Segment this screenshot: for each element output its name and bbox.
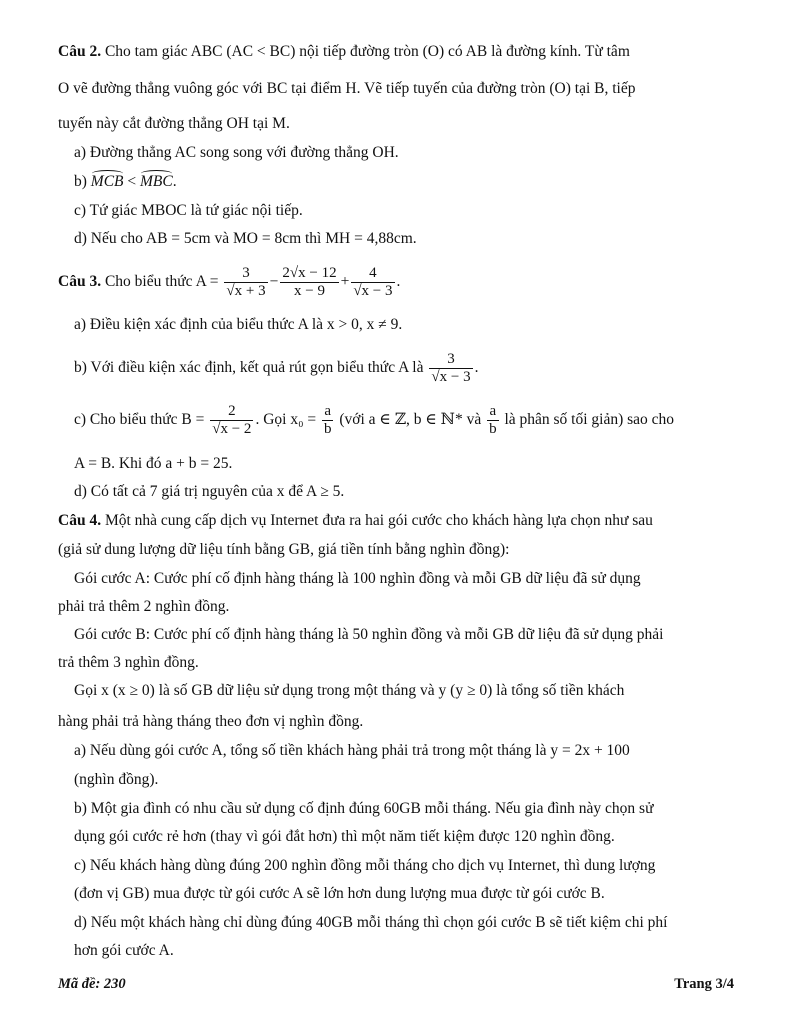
- q4-package-a-1: Gói cước A: Cước phí cố định hàng tháng là 100 nghìn đồng và mỗi GB dữ liệu đã sử dụng: [74, 570, 641, 587]
- q3-b-fraction: $\frac{3}{√x - 3}$: [431, 350, 471, 385]
- q4-option-c-2: (đơn vị GB) mua được từ gói cước A sẽ lớn hơn dung lượng mua được từ gói cước B.: [74, 885, 605, 902]
- q2-line-3: tuyến này cắt đường thẳng OH tại M.: [58, 115, 290, 132]
- q3-minus: −: [269, 273, 279, 290]
- q3-intro: Cho biểu thức A =: [104, 273, 219, 290]
- q2-b-op: <: [127, 173, 137, 190]
- q4-package-a-2: phải trả thêm 2 nghìn đồng.: [58, 598, 230, 615]
- q3-c-text-2: . Gọi x₀ =: [255, 411, 317, 428]
- q3-option-d: d) Có tất cả 7 giá trị nguyên của x để A ≥ 5.: [74, 483, 345, 500]
- q2-line-2: O vẽ đường thẳng vuông góc với BC tại điểm H. Vẽ tiếp tuyến của đường tròn (O) tại B, tiếp: [58, 80, 636, 97]
- q4-line-2: (giả sử dung lượng dữ liệu tính bằng GB, giá tiền tính bằng nghìn đồng):: [58, 541, 510, 558]
- q3-option-c-line-2: A = B. Khi đó a + b = 25.: [74, 455, 233, 472]
- q3-c-text-1: c) Cho biểu thức B =: [74, 411, 205, 428]
- q3-option-a: a) Điều kiện xác định của biểu thức A là x > 0, x ≠ 9.: [74, 316, 403, 333]
- q4-option-a-1: a) Nếu dùng gói cước A, tổng số tiền khách hàng phải trả trong một tháng là y = 2x + 100: [74, 742, 630, 759]
- q2-label: Câu 2.: [58, 43, 102, 60]
- q2-b-label: b): [74, 173, 87, 190]
- q3-term-3: $\frac{4}{√x - 3}$: [353, 264, 393, 299]
- q3-term-2: $\frac{2√x - 12}{x - 9}$: [282, 264, 337, 299]
- q3-c-text-4: là phân số tối giản) sao cho: [504, 411, 675, 428]
- q2-option-d: d) Nếu cho AB = 5cm và MO = 8cm thì MH = 4,88cm.: [74, 230, 417, 247]
- q4-option-a-2: (nghìn đồng).: [74, 771, 159, 788]
- q2-option-b: [74, 172, 177, 192]
- q2-text-1: Cho tam giác ABC (AC < BC) nội tiếp đường tròn (O) có AB là đường kính. Từ tâm: [104, 43, 630, 60]
- q4-define-2: hàng phải trả hàng tháng theo đơn vị nghìn đồng.: [58, 713, 364, 730]
- q4-option-b-1: b) Một gia đình có nhu cầu sử dụng cố định đúng 60GB mỗi tháng. Nếu gia đình này chọn sử: [74, 800, 654, 817]
- q2-b-end: .: [172, 173, 177, 190]
- q3-term-1: $\frac{3}{√x + 3}$: [226, 264, 266, 299]
- q4-label: Câu 4.: [58, 512, 102, 529]
- q4-option-d-2: hơn gói cước A.: [74, 942, 174, 959]
- q3-c-x-fraction: $\frac{a}{b}$: [323, 402, 332, 437]
- q3-b-text: b) Với điều kiện xác định, kết quả rút gọn biểu thức A là: [74, 359, 424, 376]
- q4-text-1: Một nhà cung cấp dịch vụ Internet đưa ra hai gói cước cho khách hàng lựa chọn như sau: [104, 512, 653, 529]
- q3-label: Câu 3.: [58, 273, 102, 290]
- page-number: Trang 3/4: [674, 976, 734, 992]
- q3-option-c: [74, 400, 674, 440]
- q2-arc-mbc: MBC: [140, 173, 173, 190]
- q3-b-end: .: [474, 359, 479, 376]
- q3-c-b-fraction: $\frac{2}{√x - 2}$: [212, 402, 252, 437]
- exam-code: Mã đề: 230: [58, 976, 126, 992]
- q4-line-1: [58, 511, 653, 531]
- q3-option-b: [74, 348, 478, 388]
- q3-end: .: [396, 273, 401, 290]
- q3-line-1: [58, 262, 400, 302]
- q3-plus: +: [340, 273, 350, 290]
- q2-line-1: [58, 42, 630, 62]
- q4-option-b-2: dụng gói cước rẻ hơn (thay vì gói đắt hơn) thì một năm tiết kiệm được 120 nghìn đồng.: [74, 828, 615, 845]
- q4-package-b-2: trả thêm 3 nghìn đồng.: [58, 654, 199, 671]
- q3-c-text-3: (với a ∈ ℤ, b ∈ ℕ* và: [339, 411, 482, 428]
- q3-c-ab-fraction: $\frac{a}{b}$: [489, 402, 497, 437]
- q4-define-1: Gọi x (x ≥ 0) là số GB dữ liệu sử dụng trong một tháng và y (y ≥ 0) là tổng số tiền khách: [74, 682, 625, 699]
- q2-arc-mcb: MCB: [90, 173, 124, 190]
- q4-package-b-1: Gói cước B: Cước phí cố định hàng tháng là 50 nghìn đồng và mỗi GB dữ liệu đã sử dụng phải: [74, 626, 664, 643]
- q4-option-d-1: d) Nếu một khách hàng chỉ dùng đúng 40GB mỗi tháng thì chọn gói cước B sẽ tiết kiệm chi phí: [74, 914, 668, 931]
- q4-option-c-1: c) Nếu khách hàng dùng đúng 200 nghìn đồng mỗi tháng cho dịch vụ Internet, thì dung lượng: [74, 857, 656, 874]
- q2-option-a: a) Đường thẳng AC song song với đường thẳng OH.: [74, 144, 399, 161]
- q2-option-c: c) Tứ giác MBOC là tứ giác nội tiếp.: [74, 202, 303, 219]
